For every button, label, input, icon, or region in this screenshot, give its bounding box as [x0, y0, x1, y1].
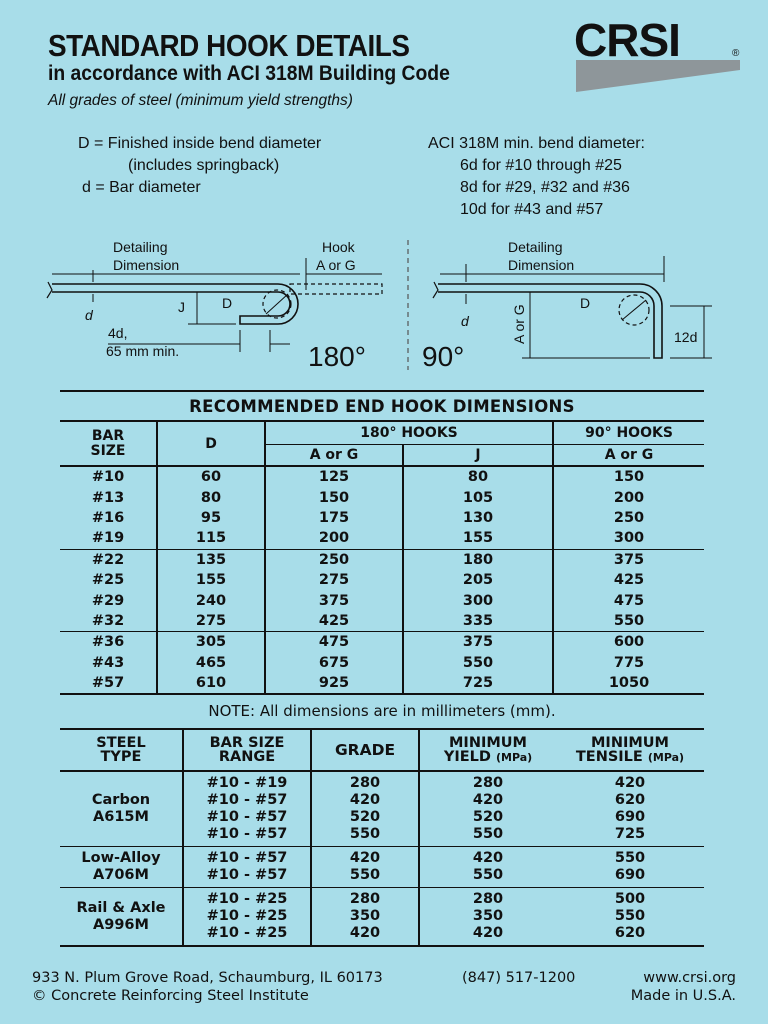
cell-range: [183, 771, 311, 847]
col-bar-size-line1: BAR: [91, 427, 125, 444]
aci-bend-rule-3: 10d for #43 and #57: [460, 201, 604, 218]
logo-text: CRSI: [574, 18, 680, 66]
cell-a-or-g-180: 150: [265, 487, 403, 507]
col-bar-size-line2: SIZE: [90, 442, 126, 459]
hook-table-row: [60, 487, 704, 507]
definition-bar-diameter: d = Bar diameter: [82, 179, 201, 196]
col-grade: GRADE: [311, 729, 419, 771]
steel-type-line: Carbon: [91, 792, 151, 808]
yield-value: 280: [472, 891, 504, 907]
steel-group-row: [60, 771, 704, 847]
definition-bend-diameter: D = Finished inside bend diameter: [78, 135, 322, 152]
yield-value: 280: [472, 775, 504, 791]
hook-table-caption: RECOMMENDED END HOOK DIMENSIONS: [60, 391, 704, 421]
units-note: NOTE: All dimensions are in millimeters (mm).: [208, 702, 556, 720]
yield-value: 420: [472, 792, 504, 808]
hook-table-row: [60, 466, 704, 487]
cell-d: 95: [157, 508, 265, 528]
range-value: #10 - #25: [206, 908, 288, 924]
dimension-label-180: Dimension: [113, 257, 180, 273]
col-min-tensile: [556, 729, 704, 771]
col-steel-type: [60, 729, 183, 771]
cell-a-or-g-180: 925: [265, 673, 403, 694]
footer-phone: (847) 517-1200: [462, 970, 576, 986]
col-min-yield-line2: YIELD: [443, 748, 491, 765]
col-min-tensile-line2: TENSILE: [575, 748, 643, 765]
definitions-left: [78, 133, 321, 199]
steel-grades-table: [60, 728, 704, 947]
col-min-tensile-line1: MINIMUM: [591, 734, 669, 751]
range-value: #10 - #57: [206, 809, 288, 825]
cell-steel-type: [60, 847, 183, 888]
col-min-yield-line1: MINIMUM: [449, 734, 527, 751]
yield-value: 420: [472, 850, 504, 866]
j-label: J: [178, 299, 185, 315]
aci-bend-rule-2: 8d for #29, #32 and #36: [460, 179, 630, 196]
range-value: #10 - #57: [206, 850, 288, 866]
col-min-yield: [419, 729, 556, 771]
grade-value: 350: [349, 908, 381, 924]
page-title: STANDARD HOOK DETAILS: [48, 28, 410, 63]
extension-label-90: 12d: [674, 329, 698, 345]
detailing-label-90: Detailing: [508, 239, 563, 255]
range-value: #10 - #25: [206, 925, 288, 941]
col-180-j: J: [403, 445, 553, 467]
cell-j-180: 130: [403, 508, 553, 528]
col-180-a-or-g: A or G: [265, 445, 403, 467]
col-min-yield-unit: (MPa): [495, 750, 533, 764]
cell-steel-type: [60, 771, 183, 847]
yield-value: 550: [472, 867, 504, 883]
steel-group-row: [60, 888, 704, 947]
tensile-value: 620: [614, 792, 646, 808]
cell-j-180: 725: [403, 673, 553, 694]
yield-value: 420: [472, 925, 504, 941]
hook-table-row: [60, 528, 704, 549]
cell-bar-size: #43: [91, 654, 125, 671]
cell-d: 115: [157, 528, 265, 549]
bar-diameter-label-180: d: [85, 307, 93, 323]
cell-grade: [311, 847, 419, 888]
hook-table-row: [60, 611, 704, 632]
steel-type-line: A996M: [93, 916, 149, 933]
grade-value: 550: [349, 826, 381, 842]
steel-type-line: A706M: [93, 867, 149, 883]
cell-bar-size: #16: [91, 509, 125, 526]
cell-yield: [419, 847, 556, 888]
cell-d: 155: [157, 570, 265, 590]
hook-label: Hook: [322, 239, 355, 255]
range-value: #10 - #25: [206, 891, 288, 907]
grade-value: 520: [349, 809, 381, 825]
steel-type-line: Low-Alloy: [81, 850, 161, 866]
col-bar-size-range-line1: BAR SIZE: [209, 735, 285, 751]
col-steel-type-line1: STEEL: [96, 735, 146, 751]
hook-table-row: [60, 570, 704, 590]
cell-j-180: 105: [403, 487, 553, 507]
cell-bar-size: #29: [91, 592, 125, 609]
dimension-label-90: Dimension: [508, 257, 575, 273]
cell-a-or-g-90: 250: [553, 508, 704, 528]
hook-table-body: [60, 466, 704, 694]
grades-note: All grades of steel (minimum yield strengths): [48, 92, 353, 109]
cell-steel-type: [60, 888, 183, 947]
cell-yield: [419, 888, 556, 947]
hook-dimensions-table: [60, 390, 704, 695]
cell-tensile: [556, 847, 704, 888]
detailing-label-180: Detailing: [113, 239, 168, 255]
steel-group-row: [60, 847, 704, 888]
cell-tensile: [556, 888, 704, 947]
tensile-value: 500: [614, 891, 646, 907]
cell-j-180: 335: [403, 611, 553, 632]
footer-copyright: © Concrete Reinforcing Steel Institute: [32, 988, 309, 1004]
cell-a-or-g-180: 475: [265, 632, 403, 653]
hook-diagrams: [0, 236, 768, 376]
group-90-hooks: 90° HOOKS: [553, 421, 704, 445]
grade-value: 420: [349, 850, 381, 866]
cell-bar-size: #57: [60, 673, 157, 694]
cell-d: 135: [157, 549, 265, 570]
cell-a-or-g-180: 675: [265, 653, 403, 673]
diagram-180-labels: [85, 239, 366, 372]
yield-value: 550: [472, 826, 504, 842]
cell-tensile: [556, 771, 704, 847]
cell-a-or-g-90: 300: [553, 528, 704, 549]
cell-a-or-g-90: 375: [553, 549, 704, 570]
col-bar-size-range: [183, 729, 311, 771]
hook-table-row: [60, 508, 704, 528]
cell-a-or-g-90: 425: [553, 570, 704, 590]
range-value: #10 - #57: [206, 792, 288, 808]
cell-d: 240: [157, 590, 265, 610]
aci-bend-title: ACI 318M min. bend diameter:: [428, 135, 645, 152]
cell-a-or-g-180: 375: [265, 590, 403, 610]
cell-a-or-g-90: 200: [553, 487, 704, 507]
cell-j-180: 375: [403, 632, 553, 653]
diagram-90-labels: [422, 239, 697, 372]
footer-website: www.crsi.org: [643, 970, 736, 986]
cell-d: 305: [157, 632, 265, 653]
definitions-right: [428, 133, 645, 221]
yield-value: 350: [472, 908, 504, 924]
logo-registered-mark: ®: [732, 48, 740, 59]
cell-a-or-g-90: 775: [553, 653, 704, 673]
bar-diameter-label-90: d: [461, 313, 469, 329]
group-180-hooks: 180° HOOKS: [265, 421, 553, 445]
cell-d: 465: [157, 653, 265, 673]
yield-value: 520: [472, 809, 504, 825]
cell-j-180: 205: [403, 570, 553, 590]
col-bar-size-range-line2: RANGE: [218, 749, 276, 765]
cell-a-or-g-180: 175: [265, 508, 403, 528]
col-steel-type-line2: TYPE: [100, 749, 142, 765]
aci-bend-rule-1: 6d for #10 through #25: [460, 157, 622, 174]
col-90-a-or-g: A or G: [553, 445, 704, 467]
cell-range: [183, 847, 311, 888]
tensile-value: 725: [614, 826, 646, 842]
col-min-tensile-unit: (MPa): [647, 750, 685, 764]
tensile-value: 690: [614, 809, 646, 825]
cell-j-180: 550: [403, 653, 553, 673]
bend-diameter-label-90: D: [580, 295, 591, 311]
footer-address: 933 N. Plum Grove Road, Schaumburg, IL 60173: [32, 970, 383, 986]
cell-j-180: 155: [403, 528, 553, 549]
cell-a-or-g-180: 275: [265, 570, 403, 590]
cell-a-or-g-90: 475: [553, 590, 704, 610]
tensile-value: 550: [614, 908, 646, 924]
cell-grade: [311, 771, 419, 847]
cell-d: 80: [157, 487, 265, 507]
range-value: #10 - #57: [206, 867, 288, 883]
cell-j-180: 300: [403, 590, 553, 610]
cell-j-180: 180: [403, 549, 553, 570]
tensile-value: 420: [614, 775, 646, 791]
cell-bar-size: #25: [91, 572, 125, 589]
cell-a-or-g-90: 600: [553, 632, 704, 653]
cell-d: 610: [157, 673, 265, 694]
cell-j-180: 80: [403, 466, 553, 487]
cell-bar-size: #13: [91, 489, 125, 506]
cell-a-or-g-180: 200: [265, 528, 403, 549]
definition-springback: (includes springback): [128, 157, 280, 174]
cell-grade: [311, 888, 419, 947]
cell-a-or-g-90: 150: [553, 466, 704, 487]
col-bar-size: [60, 421, 157, 466]
cell-range: [183, 888, 311, 947]
tensile-value: 550: [614, 850, 646, 866]
footer-made-in: Made in U.S.A.: [630, 988, 736, 1004]
cell-a-or-g-180: 125: [265, 466, 403, 487]
grade-value: 420: [349, 925, 381, 941]
crsi-logo: [570, 18, 750, 94]
cell-a-or-g-90: 1050: [553, 673, 704, 694]
extension-label-180: 4d,: [108, 325, 128, 341]
cell-bar-size: #19: [60, 528, 157, 549]
cell-bar-size: #22: [91, 551, 125, 568]
steel-type-line: Rail & Axle: [76, 899, 166, 916]
grade-value: 280: [349, 775, 381, 791]
hook-table-row: [60, 673, 704, 694]
page-subtitle: in accordance with ACI 318M Building Code: [48, 62, 450, 85]
tensile-value: 690: [614, 867, 646, 883]
hook-a-or-g-label: A or G: [316, 257, 356, 273]
hook-table-row: [60, 653, 704, 673]
bend-diameter-label-180: D: [222, 295, 233, 311]
cell-a-or-g-180: 425: [265, 611, 403, 632]
grade-value: 280: [349, 891, 381, 907]
steel-table-body: [60, 771, 704, 946]
hook-table-row: [60, 632, 704, 653]
angle-90-label: 90°: [422, 341, 465, 372]
cell-bar-size: #36: [91, 634, 125, 651]
hook-table-row: [60, 590, 704, 610]
cell-a-or-g-180: 250: [265, 549, 403, 570]
range-value: #10 - #57: [206, 826, 288, 842]
tensile-value: 620: [614, 925, 646, 941]
range-value: #10 - #19: [206, 775, 288, 791]
grade-value: 420: [349, 792, 381, 808]
cell-bar-size: #10: [91, 469, 125, 486]
cell-d: 275: [157, 611, 265, 632]
extension-min-label-180: 65 mm min.: [106, 343, 180, 359]
steel-type-line: A615M: [93, 809, 149, 825]
angle-180-label: 180°: [308, 341, 366, 372]
cell-bar-size: #32: [60, 611, 157, 632]
cell-a-or-g-90: 550: [553, 611, 704, 632]
cell-yield: [419, 771, 556, 847]
cell-d: 60: [157, 466, 265, 487]
grade-value: 550: [349, 867, 381, 883]
a-or-g-label-90: A or G: [511, 304, 527, 344]
hook-table-row: [60, 549, 704, 570]
col-d: D: [157, 421, 265, 466]
